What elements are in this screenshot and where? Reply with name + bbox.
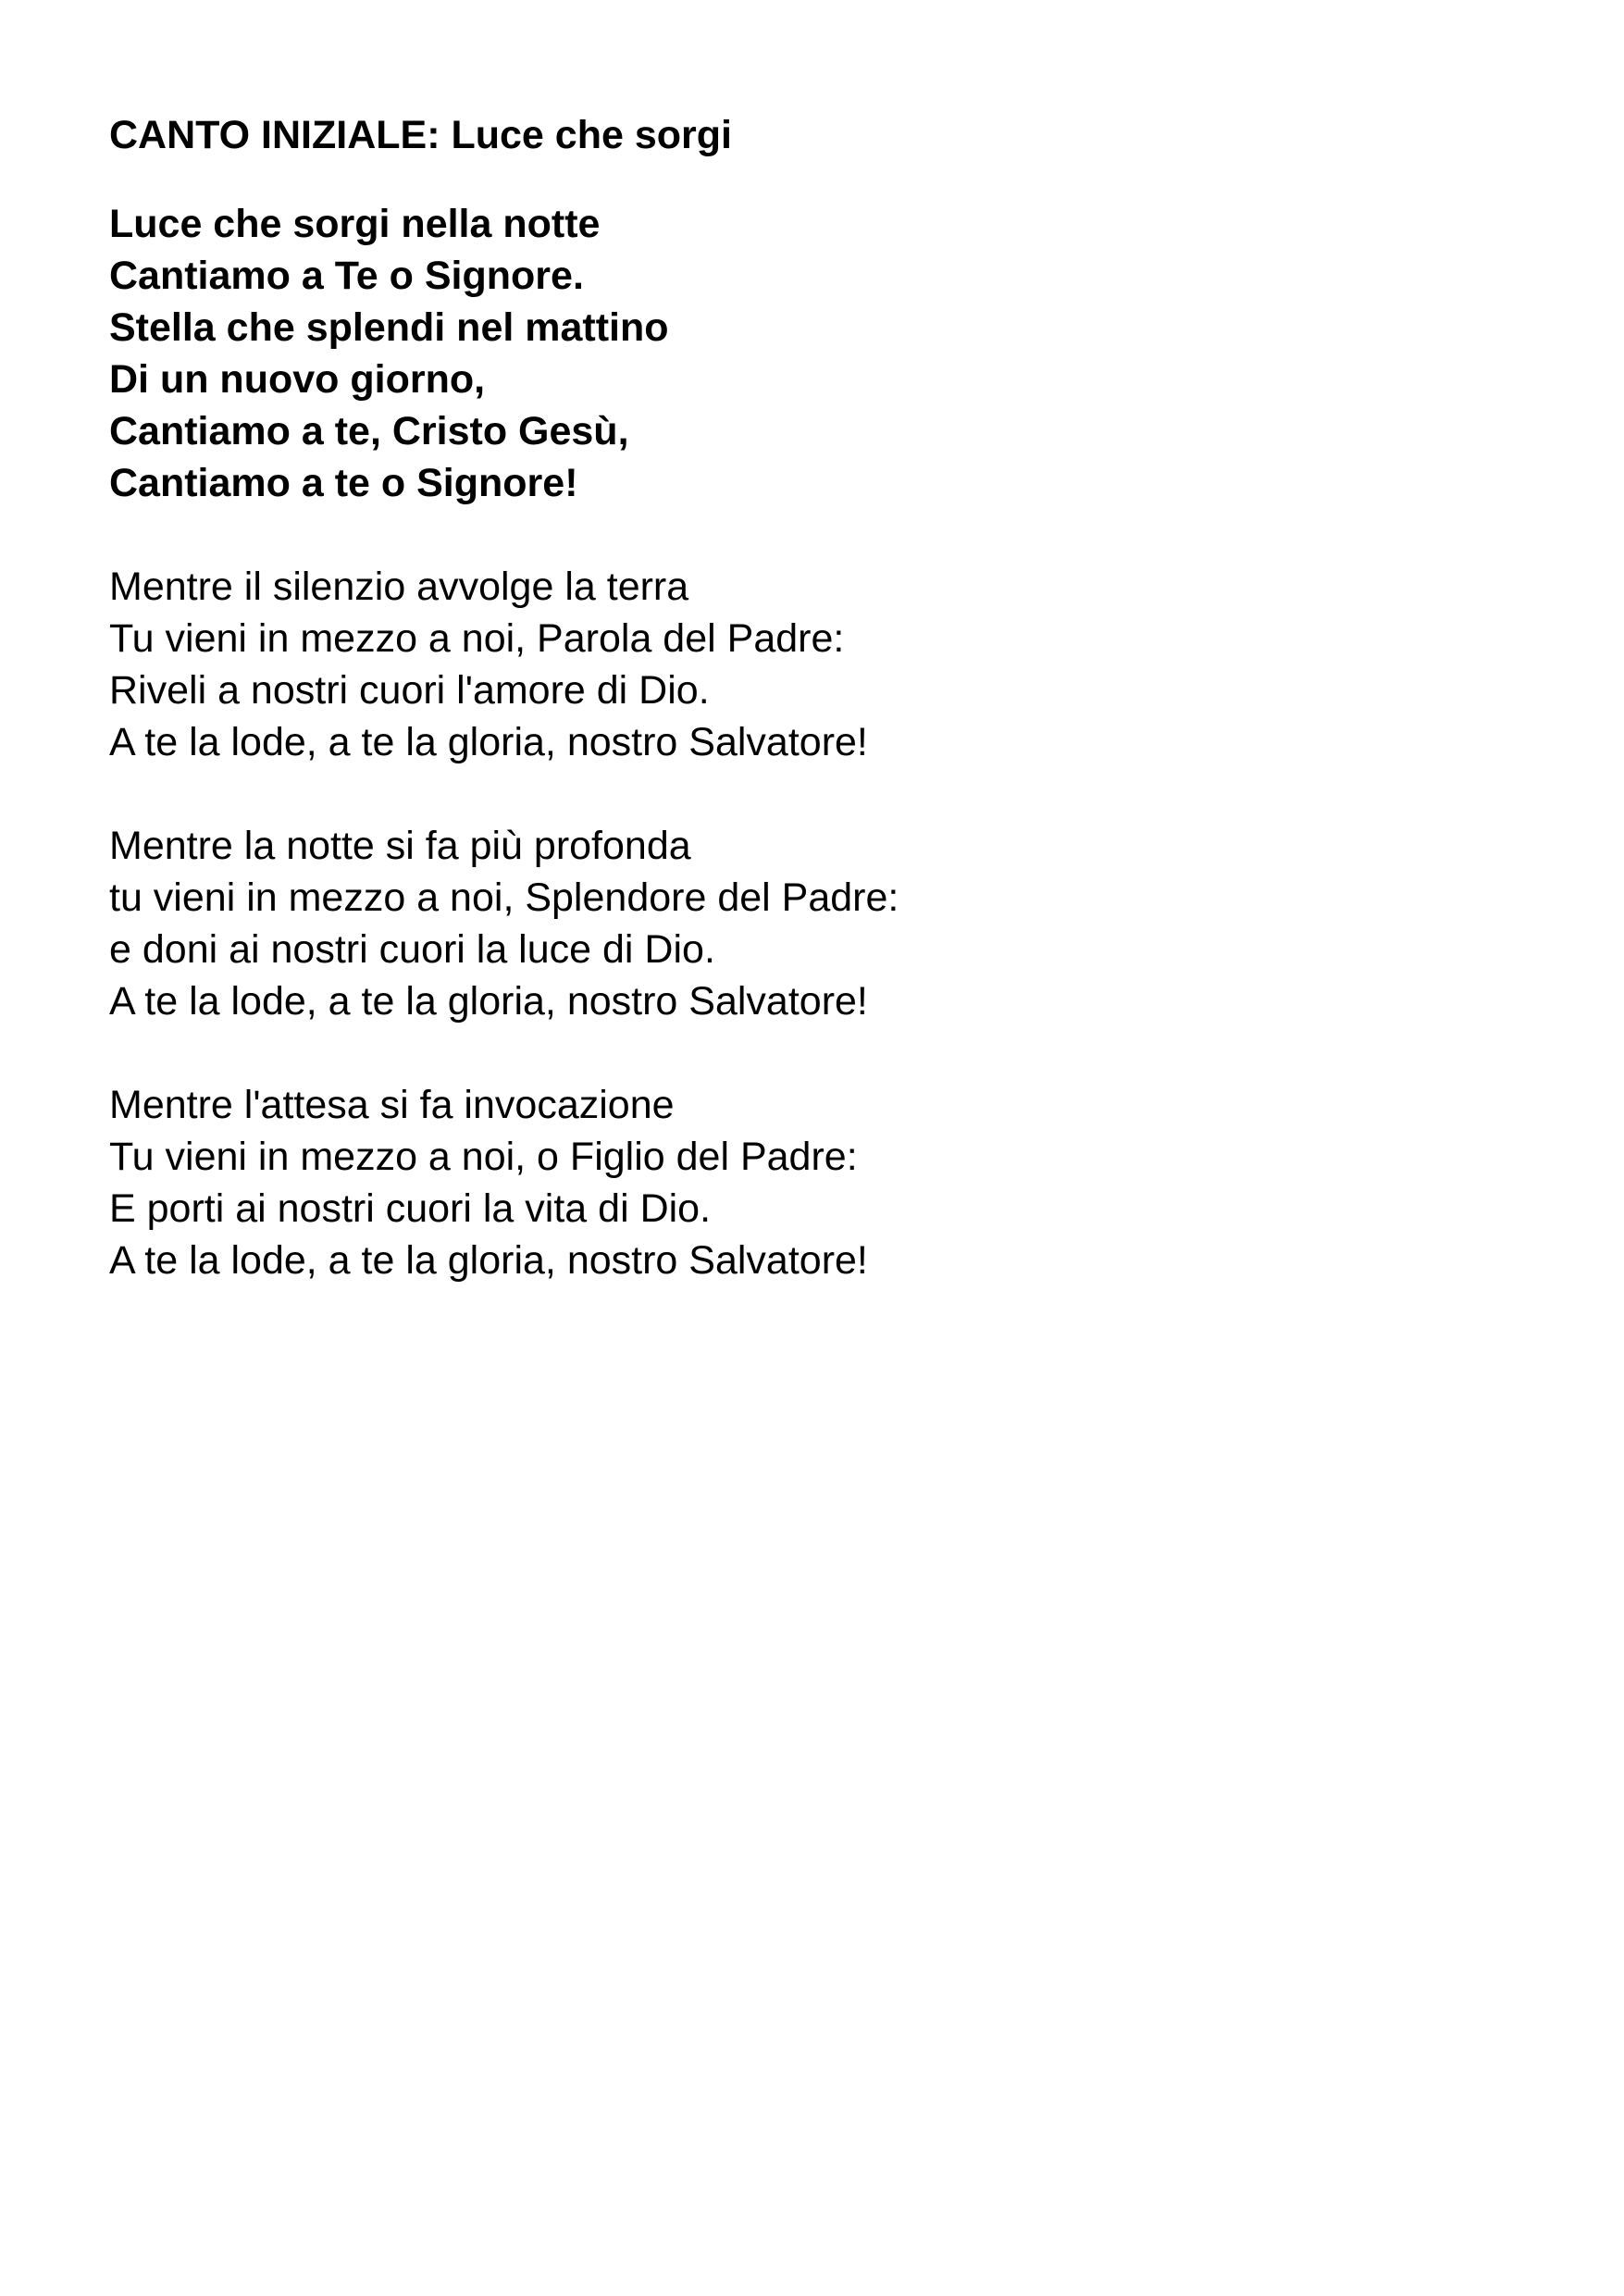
refrain-line: Di un nuovo giorno, bbox=[109, 357, 486, 402]
verse-line: tu vieni in mezzo a noi, Splendore del Padre: bbox=[109, 875, 899, 920]
refrain-block bbox=[109, 198, 1497, 509]
verse-line: Riveli a nostri cuori l'amore di Dio. bbox=[109, 668, 710, 713]
verse-line: A te la lode, a te la gloria, nostro Salvatore! bbox=[109, 720, 868, 764]
verse-line: E porti ai nostri cuori la vita di Dio. bbox=[109, 1186, 712, 1231]
verse-line: Tu vieni in mezzo a noi, Parola del Padre: bbox=[109, 616, 845, 661]
document-page bbox=[109, 109, 1497, 1338]
page-title: CANTO INIZIALE: Luce che sorgi bbox=[109, 113, 732, 157]
verse-3 bbox=[109, 1079, 1497, 1286]
verse-line: A te la lode, a te la gloria, nostro Salvatore! bbox=[109, 979, 868, 1024]
verse-line: Tu vieni in mezzo a noi, o Figlio del Padre: bbox=[109, 1135, 858, 1179]
verse-2 bbox=[109, 820, 1497, 1027]
refrain-line: Luce che sorgi nella notte bbox=[109, 202, 601, 246]
refrain-line: Cantiamo a Te o Signore. bbox=[109, 254, 584, 298]
verse-line: Mentre il silenzio avvolge la terra bbox=[109, 565, 689, 609]
verse-line: Mentre la notte si fa più profonda bbox=[109, 824, 691, 868]
refrain-line: Stella che splendi nel mattino bbox=[109, 305, 669, 350]
verse-line: Mentre l'attesa si fa invocazione bbox=[109, 1083, 675, 1127]
verse-line: e doni ai nostri cuori la luce di Dio. bbox=[109, 927, 715, 972]
verse-1 bbox=[109, 561, 1497, 768]
refrain-line: Cantiamo a te, Cristo Gesù, bbox=[109, 409, 629, 453]
verse-line: A te la lode, a te la gloria, nostro Salvatore! bbox=[109, 1238, 868, 1283]
refrain-line: Cantiamo a te o Signore! bbox=[109, 461, 578, 505]
